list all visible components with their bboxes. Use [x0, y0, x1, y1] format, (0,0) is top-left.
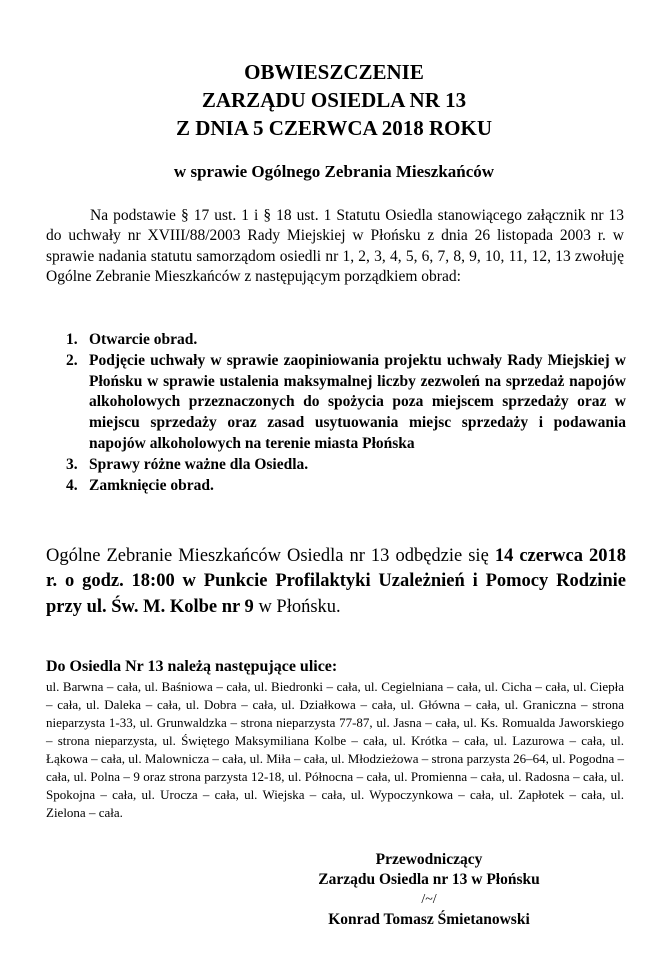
- agenda-item: [60, 455, 626, 476]
- meeting-intro-text: Ogólne Zebranie Mieszkańców Osiedla nr 13 odbędzie się: [46, 546, 495, 566]
- streets-list: ul. Barwna – cała, ul. Baśniowa – cała, ul. Biedronki – cała, ul. Cegielniana – cała, ul. Cicha – cała, ul. Ciepła – cała, ul. Daleka – cała, ul. Dobra – cała, ul. Działkowa – cała, ul. Główna – cała, ul. Graniczna – strona nieparzysta 1-33, ul. Grunwaldzka – strona nieparzysta 77-87, ul. Jasna – cała, ul. Ks. Romualda Jaworskiego – strona nieparzysta, ul. Świętego Maksymiliana Kolbe – cała, ul. Krótka – cała, ul. Lazurowa – cała, ul. Łąkowa – cała, ul. Malownicza – cała, ul. Miła – cała, ul. Młodzieżowa – strona parzysta 26–64, ul. Pogodna – cała, ul. Polna – 9 oraz strona parzysta 12-18, ul. Północna – cała, ul. Promienna – cała, ul. Radosna – cała, ul. Spokojna – cała, ul. Urocza – cała, ul. Wiejska – cała, ul. Wypoczynkowa – cała, ul. Zapłotek – cała, ul. Zielona – cała.: [46, 679, 624, 820]
- signature-organization: Zarządu Osiedla nr 13 w Płońsku: [318, 871, 540, 888]
- document-title: OBWIESZCZENIE: [244, 60, 424, 84]
- agenda-item-number: 1.: [66, 331, 78, 348]
- issuer-line: ZARZĄDU OSIEDLA NR 13: [201, 88, 467, 112]
- document-subject: w sprawie Ogólnego Zebrania Mieszkańców: [173, 162, 495, 181]
- intro-paragraph: Na podstawie § 17 ust. 1 i § 18 ust. 1 Statutu Osiedla stanowiącego załącznik nr 13 do uchwały nr XVIII/88/2003 Rady Miejskiej w Płońsku z dnia 26 listopada 2003 r. w sprawie nadania statutu samorządom osiedli nr 1, 2, 3, 4, 5, 6, 7, 8, 9, 10, 11, 12, 13 zwołuję Ogólne Zebranie Mieszkańców z następującym porządkiem obrad:: [46, 207, 624, 286]
- streets-heading: Do Osiedla Nr 13 należą następujące ulice:: [46, 658, 338, 675]
- signature-role: Przewodniczący: [375, 851, 483, 868]
- agenda-item-number: 4.: [66, 476, 78, 494]
- agenda-list: [60, 330, 626, 497]
- agenda-item-text: Podjęcie uchwały w sprawie zaopiniowania projektu uchwały Rady Miejskiej w Płońsku w sprawie ustalenia maksymalnej liczby zezwoleń na sprzedaż napojów alkoholowych przeznaczonych do spożycia poza miejscem sprzedaży oraz w miejscu sprzedaży oraz zasad usytuowania miejsc sprzedaży i podawania napojów alkoholowych na terenie miasta Płońska: [89, 352, 626, 452]
- signature-mark: /~/: [421, 892, 437, 907]
- agenda-item-text: Otwarcie obrad.: [89, 331, 198, 348]
- meeting-city: w Płońsku.: [253, 596, 341, 617]
- agenda-item: [60, 351, 626, 454]
- agenda-item-number: 3.: [66, 455, 78, 473]
- date-line: Z DNIA 5 CZERWCA 2018 ROKU: [175, 116, 493, 140]
- signature-name: Konrad Tomasz Śmietanowski: [328, 911, 530, 928]
- agenda-item: [60, 330, 626, 351]
- meeting-announcement: [46, 544, 626, 620]
- agenda-item: [60, 476, 626, 497]
- agenda-item-text: Sprawy różne ważne dla Osiedla.: [89, 455, 309, 473]
- agenda-item-text: Zamknięcie obrad.: [89, 476, 214, 494]
- agenda-item-number: 2.: [66, 352, 78, 370]
- meeting-date-place: 14 czerwca 2018 r. o godz. 18:00 w Punkcie Profilaktyki Uzależnień i Pomocy Rodzinie przy ul. Św. M. Kolbe nr 9: [46, 546, 627, 617]
